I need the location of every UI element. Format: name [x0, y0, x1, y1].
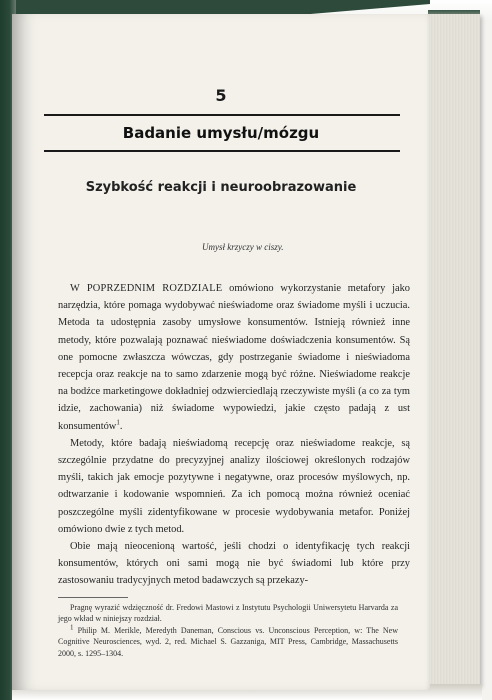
footnote [58, 602, 398, 625]
paragraph [58, 538, 410, 590]
footnote [58, 625, 398, 659]
footnote-text: Pragnę wyrazić wdzięczność dr. Fredowi Mastowi z Instytutu Psychologii Uniwersytetu Harvarda za jego wkład w niniejszy rozdział. [58, 603, 398, 624]
paragraph-text: Obie mają nieocenioną wartość, jeśli chodzi o identyfikację tych reakcji konsumentów, których oni sami mogą nie być świadomi lub które przy zastosowaniu tradycyjnych metod badawczych są przekazy- [58, 541, 410, 587]
footnote-divider [58, 597, 128, 598]
page-edges [428, 14, 480, 686]
chapter-number: 5 [215, 86, 227, 105]
epigraph: Umysł krzyczy w ciszy. [202, 242, 284, 252]
paragraph [58, 435, 410, 538]
footnote-ref: 1 [116, 418, 120, 427]
book-page [12, 14, 430, 690]
paragraph: W POPRZEDNIM ROZDZIALE omówiono wykorzystanie metafory jako narzędzia, które pomaga wydobywać nieświadome oraz świadome myśli i uczucia. Metoda ta udostępnia zasoby umysłowe konsumentów. Istnieją również inne metody, które pozwalają poznawać nieświadome doświadczenia konsumentów. Są one pomocne zwłaszcza wówczas, gdy postrzeganie świadome i nieświadoma recepcja oraz reakcje na to samo zdarzenie mogą być różne. Nieświadome reakcje na bodźce marketingowe dokładniej odzwierciedlają rzeczywiste myśli (a co za tym idzie, zachowania) niż świadome wypowiedzi, jakie często padają z ust konsumentów$^1$. [58, 283, 410, 432]
body-text [58, 280, 410, 590]
paragraph-text: Metody, które badają nieświadomą recepcję oraz nieświadome reakcje, są szczególnie przydatne do precyzyjnej analizy ilościowej określonych rodzajów myśli, takich jak emocje pozytywne i negatywne, oraz procesów myślowych, np. odtwarzanie i kodowanie wspomnień. Za ich pomocą można również oceniać poszczególne myśli zidentyfikowane w procesie wydobywania metafor. Poniżej omówiono dwie z tych metod. [58, 437, 410, 535]
footnote-marker: 1 [70, 623, 74, 632]
bottom-rule [44, 150, 400, 152]
paragraph-text: omówiono wykorzystanie metafory jako narzędzia, które pomaga wydobywać nieświadome oraz świadome myśli i uczucia. Metoda ta udostępnia zasoby umysłowe konsumentów. Istnieją również inne metody, które pozwalają poznawać nieświadome doświadczenia konsumentów. Są one pomocne zwłaszcza wówczas, gdy postrzeganie świadome i nieświadoma recepcja oraz reakcje na to samo zdarzenie mogą być różne. Nieświadome reakcje na bodźce marketingowe dokładniej odzwierciedlają rzeczywiste myśli (a co za tym idzie, zachowania) niż świadome wypowiedzi, jakie często padają z ust konsumentów [58, 283, 410, 432]
top-rule [44, 114, 400, 116]
lead-in: W POPRZEDNIM ROZDZIALE [70, 283, 223, 294]
chapter-title: Badanie umysłu/mózgu [122, 124, 320, 142]
footnotes [58, 602, 398, 659]
footnote-text: Philip M. Merikle, Meredyth Daneman, Conscious vs. Unconscious Perception, w: The New Cognitive Neurosciences, wyd. 2, red. Michael S. Gazzaniga, MIT Press, Cambridge, Massachusetts 2000, s. 1295–1304. [58, 625, 398, 658]
section-title: Szybkość reakcji i neuroobrazowanie [85, 180, 357, 195]
